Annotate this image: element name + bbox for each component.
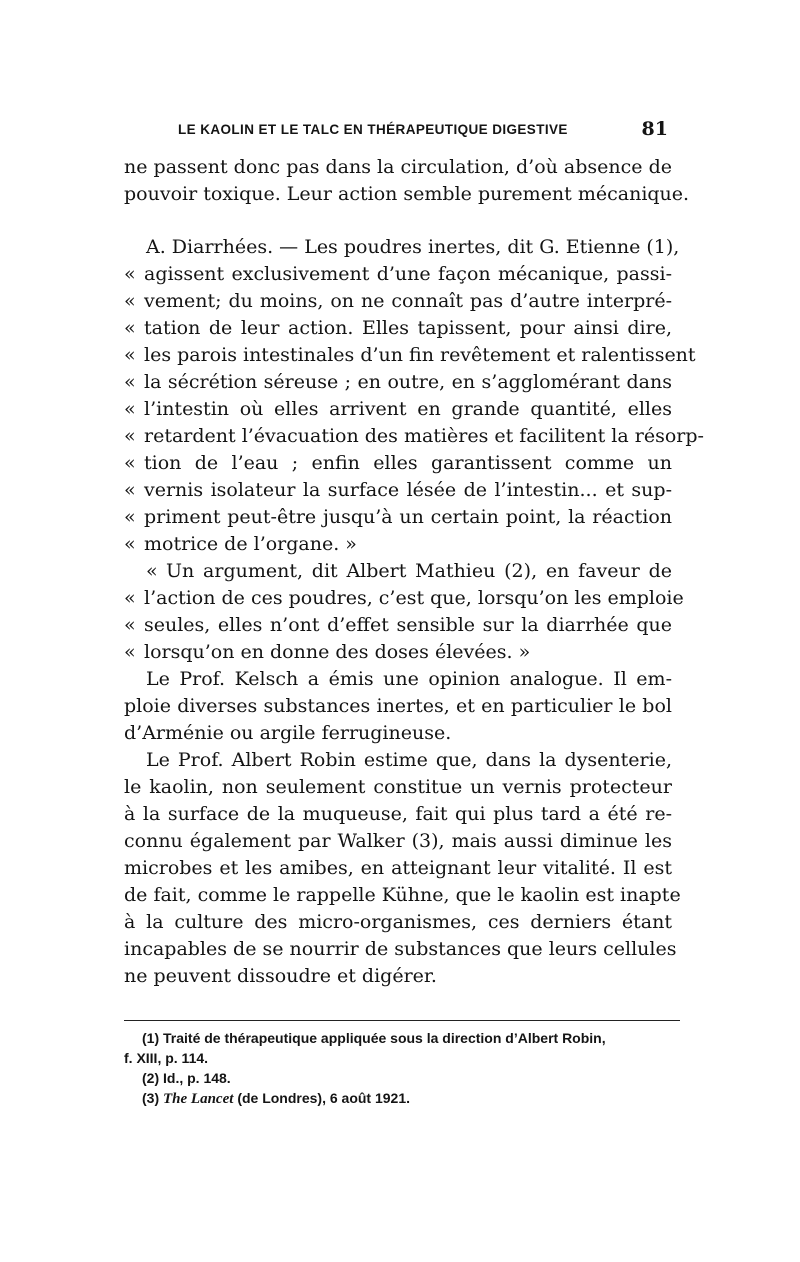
text-line: retardent l’évacuation des matières et facilitent la résorp- [144,425,704,447]
text-line: ploie diverses substances inertes, et en particulier le bol [124,695,672,717]
text-line: connu également par Walker (3), mais aussi diminue les [124,830,672,852]
text-line: microbes et les amibes, en atteignant leur vitalité. Il est [124,857,672,879]
text-line: motrice de l’organe. » [144,533,357,555]
text-line: l’intestin où elles arrivent en grande quantité, elles [144,398,672,420]
text-line: le kaolin, non seulement constitue un vernis protecteur [124,776,672,798]
guillemet: « [124,641,136,663]
running-title: LE KAOLIN ET LE TALC EN THÉRAPEUTIQUE DIGESTIVE [178,122,568,137]
guillemet: « [124,533,136,555]
guillemet: « [146,560,158,582]
quoted-line [124,423,704,450]
text-line: ne passent donc pas dans la circulation, d’où absence de [124,156,672,178]
guillemet: « [124,506,136,528]
text-line: lorsqu’on en donne des doses élevées. » [144,641,531,663]
text-line: la sécrétion séreuse ; en outre, en s’agglomérant dans [144,371,672,393]
guillemet: « [124,452,136,474]
quoted-line [124,531,672,558]
text-line: Un argument, dit Albert Mathieu (2), en faveur de [166,560,672,582]
quoted-line [124,315,672,342]
footnote-divider [124,1020,680,1021]
footnote-1: (1) Traité de thérapeutique appliquée sous la direction d’Albert Robin, [142,1030,606,1046]
text-line: Le Prof. Kelsch a émis une opinion analogue. Il em- [146,668,672,690]
text-line: priment peut-être jusqu’à un certain point, la réaction [144,506,672,528]
text-line: l’action de ces poudres, c’est que, lorsqu’on les emploie [144,587,684,609]
guillemet: « [124,479,136,501]
section-heading-line: A. Diarrhées. — Les poudres inertes, dit G. Etienne (1), [146,236,680,258]
text-line: Le Prof. Albert Robin estime que, dans la dysenterie, [146,749,672,771]
text-line: d’Arménie ou argile ferrugineuse. [124,722,452,744]
footnote-3-number: (3) [142,1090,160,1106]
text-line: à la surface de la muqueuse, fait qui plus tard a été re- [124,803,672,825]
page-number: 81 [641,118,668,140]
quoted-line [146,558,672,585]
guillemet: « [124,614,136,636]
quoted-line [124,504,672,531]
guillemet: « [124,263,136,285]
text-line: pouvoir toxique. Leur action semble purement mécanique. [124,183,690,205]
text-line: les parois intestinales d’un fin revêtement et ralentissent [144,344,696,366]
quoted-line [124,261,672,288]
text-line: ne peuvent dissoudre et digérer. [124,965,437,987]
quoted-line [124,612,672,639]
guillemet: « [124,290,136,312]
guillemet: « [124,371,136,393]
quoted-line [124,585,684,612]
quoted-line [124,450,672,477]
text-line: agissent exclusivement d’une façon mécanique, passi- [144,263,672,285]
text-line: tion de l’eau ; enfin elles garantissent comme un [144,452,672,474]
text-line: de fait, comme le rappelle Kühne, que le kaolin est inapte [124,884,681,906]
guillemet: « [124,425,136,447]
quoted-line [124,639,672,666]
quoted-line [124,396,672,423]
quoted-line [124,288,672,315]
footnote-2: (2) Id., p. 148. [142,1070,231,1086]
text-line: tation de leur action. Elles tapissent, pour ainsi dire, [144,317,672,339]
page-header [178,118,670,144]
footnote-3-title: The Lancet [163,1091,234,1107]
text-line: vement; du moins, on ne connaît pas d’autre interpré- [144,290,672,312]
footnote-3 [142,1088,410,1108]
text-line: incapables de se nourrir de substances que leurs cellules [124,938,677,960]
text-line: vernis isolateur la surface lésée de l’intestin... et sup- [144,479,672,501]
guillemet: « [124,587,136,609]
guillemet: « [124,398,136,420]
quoted-line [124,342,696,369]
guillemet: « [124,317,136,339]
guillemet: « [124,344,136,366]
text-line: à la culture des micro-organismes, ces derniers étant [124,911,672,933]
text-line: seules, elles n’ont d’effet sensible sur la diarrhée que [144,614,672,636]
quoted-line [124,477,672,504]
footnote-1-continuation: f. XIII, p. 114. [124,1050,209,1066]
quoted-line [124,369,672,396]
footnote-3-rest: (de Londres), 6 août 1921. [237,1090,411,1106]
